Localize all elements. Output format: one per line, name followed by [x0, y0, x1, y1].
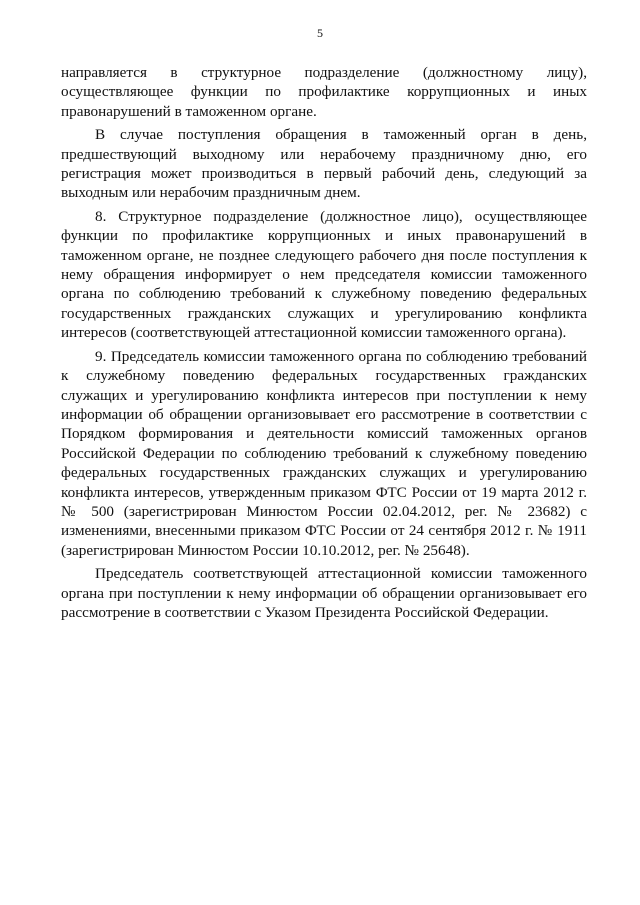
paragraph-item-9: 9. Председатель комиссии таможенного органа по соблюдению требований к служебному поведению федеральных государственных гражданских служащих и урегулированию конфликта интересов при поступлении к нему информации об обращении организовывает его рассмотрение в соответствии с Порядком формирования и деятельности комиссий таможенных органов Российской Федерации по соблюдению требований к служебному поведению федеральных государственных гражданских служащих и урегулированию конфликта интересов, утвержденным приказом ФТС России от 19 марта 2012 г. № 500 (зарегистрирован Минюстом России 02.04.2012, рег. № 23682) с изменениями, внесенными приказом ФТС России от 24 сентября 2012 г. № 1911 (зарегистрирован Минюстом России 10.10.2012, рег. № 25648).	[61, 347, 587, 559]
document-body	[61, 63, 587, 626]
paragraph-attestation-chair: Председатель соответствующей аттестационной комиссии таможенного органа при поступлении к нему информации об обращении организовывает его рассмотрение в соответствии с Указом Президента Российской Федерации.	[61, 565, 587, 621]
paragraph-continuation: направляется в структурное подразделение (должностному лицу), осуществляющее функции по профилактике коррупционных и иных правонарушений в таможенном органе.	[61, 64, 587, 120]
paragraph-item-8: 8. Структурное подразделение (должностное лицо), осуществляющее функции по профилактике коррупционных и иных правонарушений в таможенном органе, не позднее следующего рабочего дня после поступления к нему обращения информирует о нем председателя комиссии таможенного органа по соблюдению требований к служебному поведению федеральных государственных гражданских служащих и урегулированию конфликта интересов (соответствующей аттестационной комиссии таможенного органа).	[61, 207, 587, 342]
paragraph-weekend-registration: В случае поступления обращения в таможенный орган в день, предшествующий выходному или нерабочему праздничному дню, его регистрация может производиться в первый рабочий день, следующий за выходным или нерабочим праздничным днем.	[61, 126, 587, 202]
page-number: 5	[317, 26, 323, 40]
